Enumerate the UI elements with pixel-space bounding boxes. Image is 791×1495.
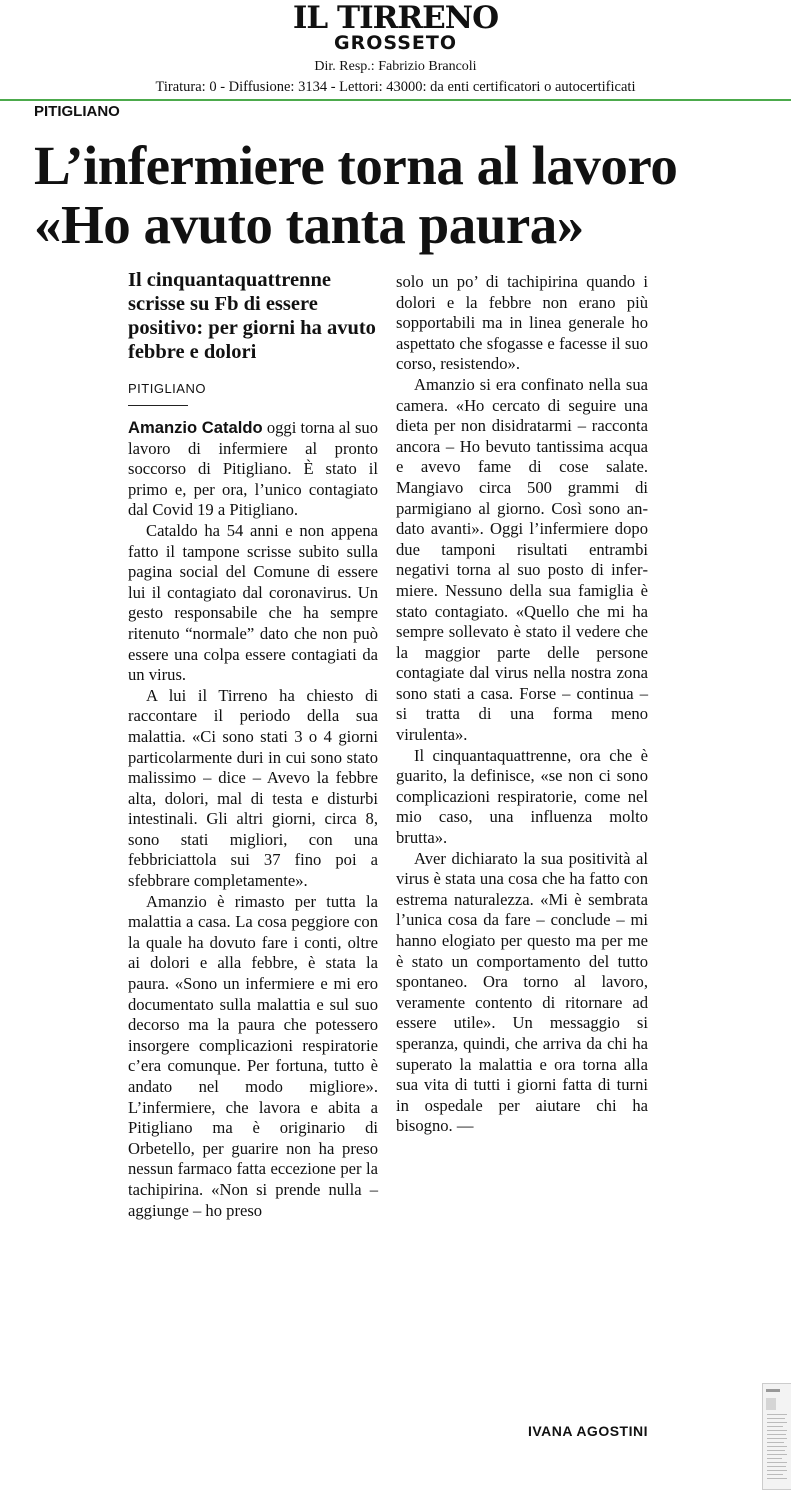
- thumbnail-line: [767, 1470, 787, 1471]
- page-thumbnail: [762, 1383, 791, 1490]
- dateline-rule: [128, 405, 188, 406]
- paragraph: Aver dichiarato la sua positività al virus è stata una cosa che ha fatto con estrema naturalezza. «Mi è sembrata l’unica cosa da fare – conclude – mi hanno elogiato per questo ma per me è stato un comportamento del tutto spontaneo. Ora torno al lavoro, veramente contento di ritornare ad essere utile». Un messaggio si speranza, quindi, che arriva da chi ha superato la malattia e ora torna alla sua vita di tutti i giorni fatta di turni in ospedale per aiutare chi ha bisogno. —: [396, 848, 648, 1136]
- thumbnail-line: [767, 1442, 784, 1443]
- thumbnail-line: [767, 1414, 787, 1415]
- article-subhead: Il cinquantaquattrenne scrisse su Fb di essere positivo: per giorni ha avuto febbre e dolori: [128, 269, 376, 363]
- paragraph: A lui il Tirreno ha chiesto di raccontare il periodo della sua malattia. «Ci sono stati 3 o 4 giorni particolarmente duri in cui sono stato malissimo – dice – Avevo la febbre alta, dolori, mal di testa e disturbi intestinali. Gli altri giorni, circa 8, sono stati migliori, con una febbriciattola sui 37 fino poi a sfebbrare completamente».: [128, 685, 378, 891]
- dateline: PITIGLIANO: [128, 381, 206, 396]
- section-label: PITIGLIANO: [34, 103, 120, 120]
- paragraph: Cataldo ha 54 anni e non appena fatto il tampone scrisse subito sulla pagina social del Comune di essere lui il contagiato dal coronavirus. Un gesto responsabile che ha sempre ritenuto “normale” dato che non può essere una colpa essere contagiati da un virus.: [128, 520, 378, 685]
- thumbnail-line: [767, 1450, 785, 1451]
- paragraph: [128, 418, 378, 521]
- article-column-2: [396, 272, 648, 1137]
- newspaper-title: IL TIRRENO: [292, 0, 499, 36]
- article-column-1: [128, 418, 378, 1221]
- thumbnail-line: [767, 1426, 783, 1427]
- paragraph: Il cinquantaquattrenne, ora che è guarito, la definisce, «se non ci sono complicazioni respiratorie, come nel mio caso, una influenza molto brutta».: [396, 745, 648, 848]
- thumbnail-line: [767, 1446, 787, 1447]
- header-rule: [0, 99, 791, 101]
- newspaper-edition: GROSSETO: [334, 32, 457, 54]
- article-headline: L’infermiere torna al lavoro «Ho avuto tanta paura»: [34, 135, 678, 255]
- thumbnail-line: [767, 1458, 782, 1459]
- lead-name: Amanzio Cataldo: [128, 418, 263, 437]
- director-line: Dir. Resp.: Fabrizio Brancoli: [314, 59, 477, 74]
- thumbnail-image: [766, 1398, 776, 1410]
- thumbnail-line: [767, 1418, 785, 1419]
- thumbnail-line: [767, 1438, 787, 1439]
- thumbnail-line: [767, 1462, 787, 1463]
- thumbnail-line: [767, 1474, 783, 1475]
- paragraph: Amanzio è rimasto per tutta la malattia a casa. La cosa peggiore con la quale ha dovuto fare i conti, oltre ai dolori e alla febbre, è stata la paura. «Sono un infermiere e mi ero documentato sulla malattia e sul suo decorso ma la paura che potessero insorgere complicazioni respiratorie c’era comunque. Per fortuna, tutto è andato nel modo migliore». L’infermiere, che lavora e abita a Pitigliano ma è originario di Orbetello, per guarire non ha preso nessun farmaco fatta eccezione per la tachipirina. «Non si prende nulla – aggiunge – ho preso: [128, 891, 378, 1220]
- thumbnail-line: [767, 1466, 786, 1467]
- author-byline: IVANA AGOSTINI: [527, 1423, 648, 1439]
- thumbnail-header: [766, 1389, 780, 1392]
- thumbnail-line: [767, 1478, 787, 1479]
- circulation-stats: Tiratura: 0 - Diffusione: 3134 - Lettori: 43000: da enti certificatori o autocertificati: [155, 79, 636, 95]
- lead-text: oggi torna al suo lavoro di infermiere al pronto soccorso di Pitigliano. È stato il primo e, per ora, l’unico contagiato dal Covid 19 a Pitigliano.: [128, 418, 378, 520]
- thumbnail-line: [767, 1422, 787, 1423]
- thumbnail-line: [767, 1454, 787, 1455]
- thumbnail-line: [767, 1430, 787, 1431]
- thumbnail-line: [767, 1434, 786, 1435]
- paragraph: solo un po’ di tachipirina quando i dolori e la febbre non erano più sopportabili ma in linea generale ho aspettato che sfogasse e facesse il suo corso, resistendo».: [396, 272, 648, 374]
- paragraph: Amanzio si era confinato nella sua camera. «Ho cercato di seguire una dieta per non disidratarmi – racconta ancora – Ho bevuto tantissima acqua e avevo fame di cose salate. Mangiavo circa 500 grammi di parmigiano al giorno. Così sono andato avanti». Oggi l’infermiere dopo due tamponi risultati entrambi negativi torna al suo posto di infermiere. Nessuno della sua famiglia è stato contagiato. «Quello che mi ha sempre sollevato è stato il vedere che la maggior parte delle persone contagiate dal virus nella nostra zona sono stati a casa. Forse – continua – si tratta di una forma meno virulenta».: [396, 374, 648, 745]
